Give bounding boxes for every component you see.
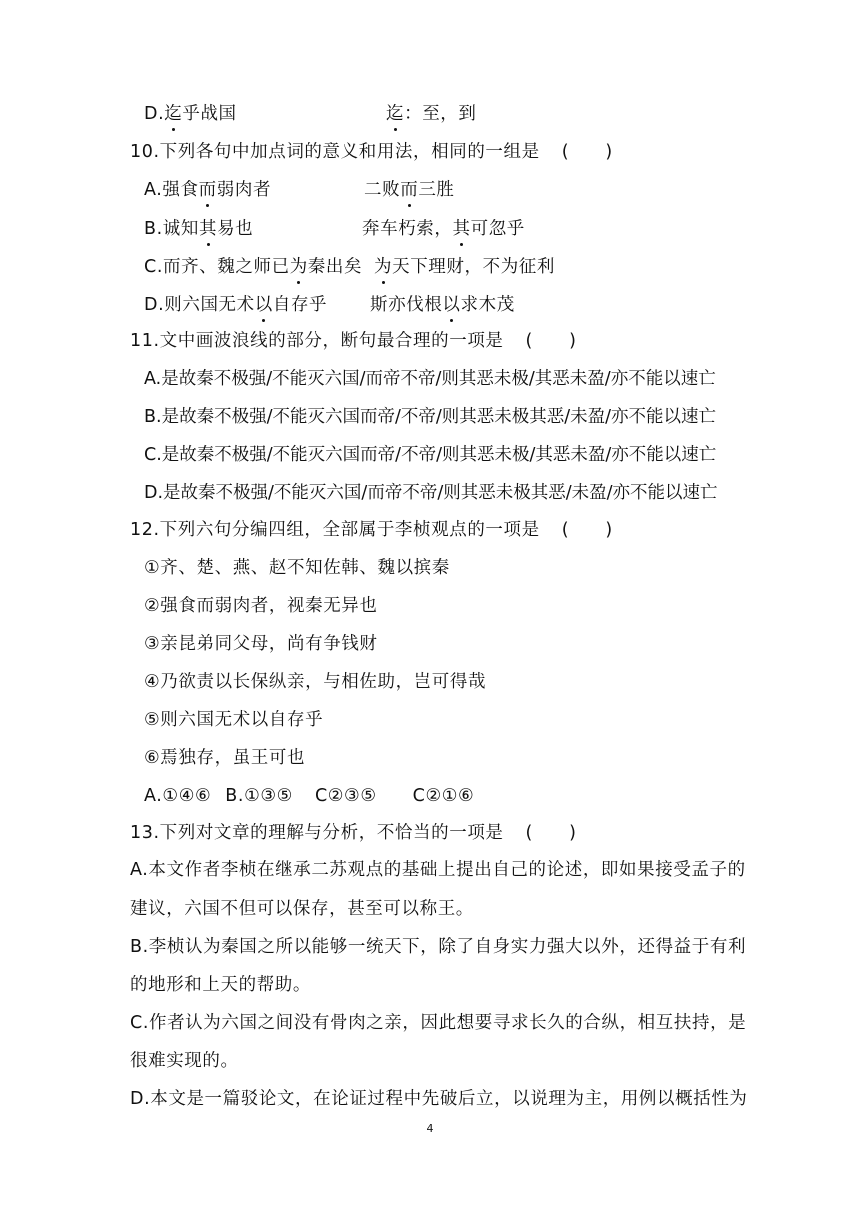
- q11-option-a: A.是故秦不极强/不能灭六国/而帝不帝/则其恶未极/其恶未盈/亦不能以速亡: [144, 369, 716, 389]
- q12-item-2: ②强食而弱肉者，视秦无异也: [144, 596, 378, 616]
- q12-item-1: ①齐、楚、燕、赵不知佐韩、魏以摈秦: [144, 558, 450, 578]
- emphasis-char: 迄: [386, 104, 405, 124]
- emphasis-char: 而: [198, 180, 217, 200]
- q10-option-c-compare: 为天下理财，不为征利: [374, 257, 556, 277]
- answer-blank: ( ): [525, 331, 577, 351]
- emphasis-char: 以: [254, 295, 273, 315]
- emphasis-char: 以: [442, 295, 461, 315]
- page-number: 4: [426, 1122, 434, 1135]
- q13-option-d-line1: D.本文是一篇驳论文，在论证过程中先破后立，以说理为主，用例以概括性为: [130, 1089, 748, 1109]
- q11-option-b: B.是故秦不极强/不能灭六国而帝/不帝/则其恶未极其恶/未盈/亦不能以速亡: [144, 407, 717, 427]
- q12-stem: 12.下列六句分编四组，全部属于李桢观点的一项是 ( ): [130, 520, 613, 540]
- q12-option-d: C②①⑥: [412, 786, 475, 806]
- answer-blank: ( ): [525, 823, 577, 843]
- emphasis-char: 迄: [164, 104, 183, 124]
- q13-option-c-line2: 很难实现的。: [130, 1051, 239, 1071]
- q13-stem: 13.下列对文章的理解与分析，不恰当的一项是 ( ): [130, 823, 577, 843]
- emphasis-char: 其: [198, 219, 218, 239]
- answer-blank: ( ): [561, 520, 613, 540]
- q12-option-b: B.①③⑤: [225, 786, 293, 806]
- answer-blank: ( ): [561, 142, 613, 162]
- q10-option-c: C.而齐、魏之师已为秦出矣: [144, 257, 363, 277]
- q12-item-6: ⑥焉独存，虽王可也: [144, 748, 306, 768]
- q9-option-d: D.迄乎战国: [144, 104, 237, 124]
- q12-option-c: C②③⑤: [314, 786, 377, 806]
- q10-option-a: A.强食而弱肉者: [144, 180, 272, 200]
- q10-option-a-compare: 二败而三胜: [364, 180, 455, 200]
- q13-option-a-line1: A.本文作者李桢在继承二苏观点的基础上提出自己的论述，即如果接受孟子的: [130, 860, 746, 880]
- q10-option-d-compare: 斯亦伐根以求木茂: [370, 295, 515, 315]
- q10-option-b-compare: 奔车朽索，其可忽乎: [362, 219, 525, 239]
- q10-option-d: D.则六国无术以自存乎: [144, 295, 328, 315]
- q12-item-5: ⑤则六国无术以自存乎: [144, 710, 324, 730]
- q9-option-d-gloss: 迄：至，到: [386, 104, 477, 124]
- q13-option-a-line2: 建议，六国不但可以保存，甚至可以称王。: [130, 899, 474, 919]
- emphasis-char: 为: [374, 257, 393, 277]
- q11-option-d: D.是故秦不极强/不能灭六国/而帝不帝/则其恶未极其恶/未盈/亦不能以速亡: [144, 483, 718, 503]
- emphasis-char: 为: [289, 257, 308, 277]
- q10-stem: 10.下列各句中加点词的意义和用法，相同的一组是 ( ): [130, 142, 613, 162]
- q12-item-4: ④乃欲责以长保纵亲，与相佐助，岂可得哉: [144, 672, 487, 692]
- q13-option-c-line1: C.作者认为六国之间没有骨肉之亲，因此想要寻求长久的合纵，相互扶持，是: [130, 1013, 747, 1033]
- q11-option-c: C.是故秦不极强/不能灭六国而帝/不帝/则其恶未极/其恶未盈/亦不能以速亡: [144, 445, 717, 465]
- q13-option-b-line1: B.李桢认为秦国之所以能够一统天下，除了自身实力强大以外，还得益于有利: [130, 937, 747, 957]
- emphasis-char: 而: [400, 180, 419, 200]
- q12-options: [144, 784, 474, 808]
- q10-option-b: B.诚知其易也: [144, 219, 254, 239]
- q11-stem: 11.文中画波浪线的部分，断句最合理的一项是 ( ): [130, 331, 577, 351]
- q13-option-b-line2: 的地形和上天的帮助。: [130, 975, 311, 995]
- q12-option-a: A.①④⑥: [144, 786, 212, 806]
- q12-item-3: ③亲昆弟同父母，尚有争钱财: [144, 634, 378, 654]
- emphasis-char: 其: [452, 219, 471, 239]
